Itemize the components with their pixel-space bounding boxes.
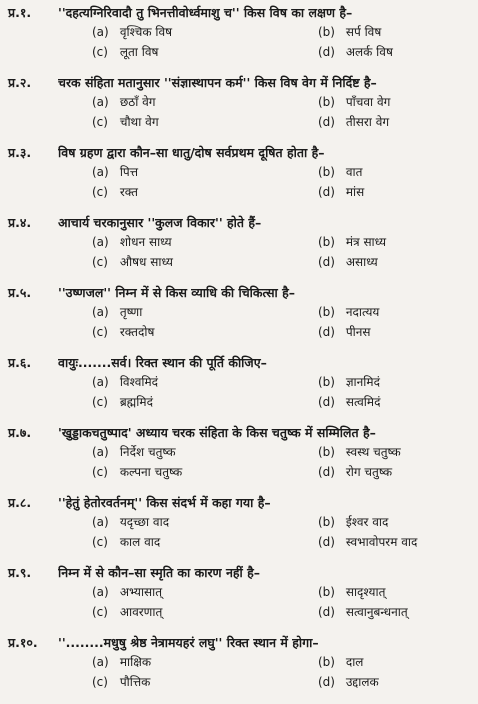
- question-number: प्र.१.: [8, 5, 32, 20]
- answer-option: [318, 533, 468, 553]
- answer-option: [8, 183, 318, 203]
- options-row: [8, 393, 472, 413]
- answer-option: [8, 43, 318, 63]
- answer-option: [318, 463, 468, 483]
- question-block: [8, 562, 472, 622]
- option-label: (b): [318, 235, 335, 249]
- option-text: विश्वमिदं: [119, 375, 159, 389]
- options-row: [8, 463, 472, 483]
- option-label: (d): [318, 604, 335, 619]
- option-text: स्वस्थ चतुष्क: [345, 445, 401, 459]
- option-text: निर्देश चतुष्क: [119, 445, 176, 459]
- option-text: चौथा वेग: [119, 114, 159, 129]
- option-label: (b): [318, 445, 335, 459]
- option-label: (d): [318, 674, 335, 689]
- question-number: प्र.६.: [8, 355, 32, 370]
- option-label: (c): [92, 464, 108, 479]
- option-text: पित्त: [119, 165, 139, 179]
- option-label: (a): [92, 235, 109, 249]
- answer-option: [8, 373, 318, 393]
- answer-option: [318, 673, 468, 693]
- option-text: रक्त: [119, 184, 139, 199]
- options-row: [8, 23, 472, 43]
- option-label: (c): [92, 604, 108, 619]
- option-text: सत्वानुबन्धनात्: [345, 604, 408, 619]
- option-text: दाल: [345, 655, 364, 669]
- option-text: वात: [345, 165, 363, 179]
- question-block: [8, 352, 472, 412]
- question-text: ''........मधुषु श्रेष्ठ नेत्रामयहरं लघु'' रिक्त स्थान में होगा–: [58, 635, 319, 650]
- question-block: [8, 142, 472, 202]
- options-row: [8, 323, 472, 343]
- option-label: (c): [92, 254, 108, 269]
- option-text: औषध साध्य: [119, 254, 173, 269]
- option-label: (c): [92, 44, 108, 59]
- question-row: [8, 142, 472, 163]
- answer-option: [8, 533, 318, 553]
- option-label: (d): [318, 534, 335, 549]
- question-number: प्र.५.: [8, 285, 32, 300]
- option-label: (d): [318, 324, 335, 339]
- question-row: [8, 632, 472, 653]
- question-number: प्र.८.: [8, 495, 32, 510]
- question-number: प्र.९.: [8, 565, 32, 580]
- option-label: (d): [318, 464, 335, 479]
- option-text: यदृच्छा वाद: [119, 515, 170, 529]
- question-row: [8, 72, 472, 93]
- answer-option: [8, 233, 318, 253]
- answer-option: [8, 23, 318, 43]
- question-number: प्र.२.: [8, 75, 32, 90]
- answer-option: [8, 163, 318, 183]
- question-block: [8, 632, 472, 692]
- option-text: सादृश्यात्: [345, 585, 386, 599]
- question-row: [8, 212, 472, 233]
- options-row: [8, 43, 472, 63]
- answer-option: [8, 443, 318, 463]
- option-label: (d): [318, 254, 335, 269]
- options-row: [8, 603, 472, 623]
- option-text: वृश्चिक विष: [119, 25, 173, 39]
- option-label: (a): [92, 165, 109, 179]
- question-text: ''हेतुं हेतोरवर्तनम्'' किस संदर्भ में कहा गया है–: [58, 495, 271, 510]
- answer-option: [8, 113, 318, 133]
- question-block: [8, 282, 472, 342]
- question-text: ''उष्णजल'' निम्न में से किस व्याधि की चिकित्सा है–: [58, 285, 296, 300]
- question-text: निम्न में से कौन–सा स्मृति का कारण नहीं है–: [58, 565, 261, 580]
- answer-option: [8, 673, 318, 693]
- answer-option: [318, 443, 468, 463]
- option-text: मंत्र साध्य: [345, 235, 387, 249]
- option-text: अलर्क विष: [345, 44, 393, 59]
- options-row: [8, 233, 472, 253]
- option-text: रोग चतुष्क: [345, 464, 393, 479]
- answer-option: [318, 113, 468, 133]
- answer-option: [318, 603, 468, 623]
- option-label: (b): [318, 305, 335, 319]
- options-row: [8, 653, 472, 673]
- answer-option: [8, 93, 318, 113]
- options-row: [8, 113, 472, 133]
- options-row: [8, 183, 472, 203]
- options-row: [8, 673, 472, 693]
- options-row: [8, 533, 472, 553]
- answer-option: [318, 253, 468, 273]
- option-text: पीनस: [345, 324, 371, 339]
- option-text: लूता विष: [119, 44, 159, 59]
- answer-option: [8, 463, 318, 483]
- question-row: [8, 2, 472, 23]
- answer-option: [318, 43, 468, 63]
- options-row: [8, 303, 472, 323]
- question-block: [8, 2, 472, 62]
- option-label: (c): [92, 674, 108, 689]
- option-label: (b): [318, 655, 335, 669]
- option-label: (d): [318, 394, 335, 409]
- options-row: [8, 583, 472, 603]
- question-row: [8, 352, 472, 373]
- options-row: [8, 93, 472, 113]
- option-text: ज्ञानमिदं: [345, 375, 380, 389]
- answer-option: [318, 513, 468, 533]
- option-text: कल्पना चतुष्क: [119, 464, 183, 479]
- option-label: (b): [318, 25, 335, 39]
- answer-option: [318, 23, 468, 43]
- answer-option: [318, 323, 468, 343]
- option-label: (c): [92, 534, 108, 549]
- answer-option: [318, 653, 468, 673]
- answer-option: [318, 183, 468, 203]
- options-row: [8, 163, 472, 183]
- question-row: [8, 492, 472, 513]
- question-text: विष ग्रहण द्वारा कौन–सा धातु/दोष सर्वप्रथम दूषित होता है–: [58, 145, 325, 160]
- option-text: शोधन साध्य: [119, 235, 172, 249]
- option-label: (b): [318, 515, 335, 529]
- option-label: (a): [92, 445, 109, 459]
- option-text: पाँचवा वेग: [345, 95, 391, 109]
- answer-option: [318, 583, 468, 603]
- option-text: छठाँ वेग: [119, 95, 156, 109]
- answer-option: [8, 653, 318, 673]
- question-row: [8, 282, 472, 303]
- option-text: ईश्वर वाद: [345, 515, 389, 529]
- option-text: पौत्तिक: [119, 674, 151, 689]
- question-text: 'खुड्डाकचतुष्पाद' अध्याय चरक संहिता के किस चतुष्क में सम्मिलित है–: [58, 425, 376, 440]
- option-label: (a): [92, 375, 109, 389]
- option-label: (a): [92, 515, 109, 529]
- question-block: [8, 212, 472, 272]
- answer-option: [8, 603, 318, 623]
- option-text: रक्तदोष: [119, 324, 155, 339]
- option-text: असाध्य: [345, 254, 378, 269]
- option-label: (b): [318, 95, 335, 109]
- answer-option: [318, 163, 468, 183]
- question-number: प्र.१०.: [8, 635, 38, 650]
- answer-option: [8, 323, 318, 343]
- answer-option: [8, 583, 318, 603]
- option-text: मांस: [345, 184, 365, 199]
- answer-option: [318, 393, 468, 413]
- question-text: आचार्य चरकानुसार ''कुलज विकार'' होते हैं–: [58, 215, 262, 230]
- question-row: [8, 422, 472, 443]
- option-label: (b): [318, 585, 335, 599]
- option-text: तृष्णा: [119, 305, 143, 319]
- options-row: [8, 253, 472, 273]
- question-row: [8, 562, 472, 583]
- answer-option: [8, 513, 318, 533]
- option-label: (d): [318, 184, 335, 199]
- question-text: ''दहत्यग्निरिवादौ तु भिनत्तीवोर्ध्वमाशु च'' किस विष का लक्षण है–: [58, 5, 353, 20]
- answer-option: [318, 303, 468, 323]
- answer-option: [8, 303, 318, 323]
- answer-option: [8, 253, 318, 273]
- option-text: अभ्यासात्: [119, 585, 163, 599]
- option-text: नदात्यय: [345, 305, 380, 319]
- option-label: (c): [92, 394, 108, 409]
- answer-option: [318, 233, 468, 253]
- question-text: वायुः.......सर्व। रिक्त स्थान की पूर्ति कीजिए–: [58, 355, 267, 370]
- option-label: (c): [92, 184, 108, 199]
- option-label: (a): [92, 585, 109, 599]
- option-label: (c): [92, 324, 108, 339]
- question-number: प्र.७.: [8, 425, 32, 440]
- option-label: (a): [92, 25, 109, 39]
- question-block: [8, 492, 472, 552]
- answer-option: [8, 393, 318, 413]
- option-label: (b): [318, 165, 335, 179]
- option-label: (a): [92, 305, 109, 319]
- question-block: [8, 422, 472, 482]
- option-text: माक्षिक: [119, 655, 152, 669]
- question-number: प्र.४.: [8, 215, 32, 230]
- option-text: काल वाद: [119, 534, 161, 549]
- option-text: स्वभावोपरम वाद: [345, 534, 418, 549]
- options-row: [8, 513, 472, 533]
- option-text: उद्दालक: [345, 674, 379, 689]
- option-label: (b): [318, 375, 335, 389]
- options-row: [8, 443, 472, 463]
- option-text: ब्रह्ममिदं: [119, 394, 153, 409]
- question-text: चरक संहिता मतानुसार ''संज्ञास्थापन कर्म'' किस विष वेग में निर्दिष्ट है–: [58, 75, 377, 90]
- question-number: प्र.३.: [8, 145, 32, 160]
- question-block: [8, 72, 472, 132]
- option-label: (d): [318, 114, 335, 129]
- option-text: आवरणात्: [119, 604, 163, 619]
- option-label: (a): [92, 95, 109, 109]
- answer-option: [318, 93, 468, 113]
- answer-option: [318, 373, 468, 393]
- option-text: सत्वमिदं: [345, 394, 381, 409]
- option-label: (a): [92, 655, 109, 669]
- option-text: तीसरा वेग: [345, 114, 390, 129]
- option-text: सर्प विष: [345, 25, 382, 39]
- option-label: (d): [318, 44, 335, 59]
- option-label: (c): [92, 114, 108, 129]
- options-row: [8, 373, 472, 393]
